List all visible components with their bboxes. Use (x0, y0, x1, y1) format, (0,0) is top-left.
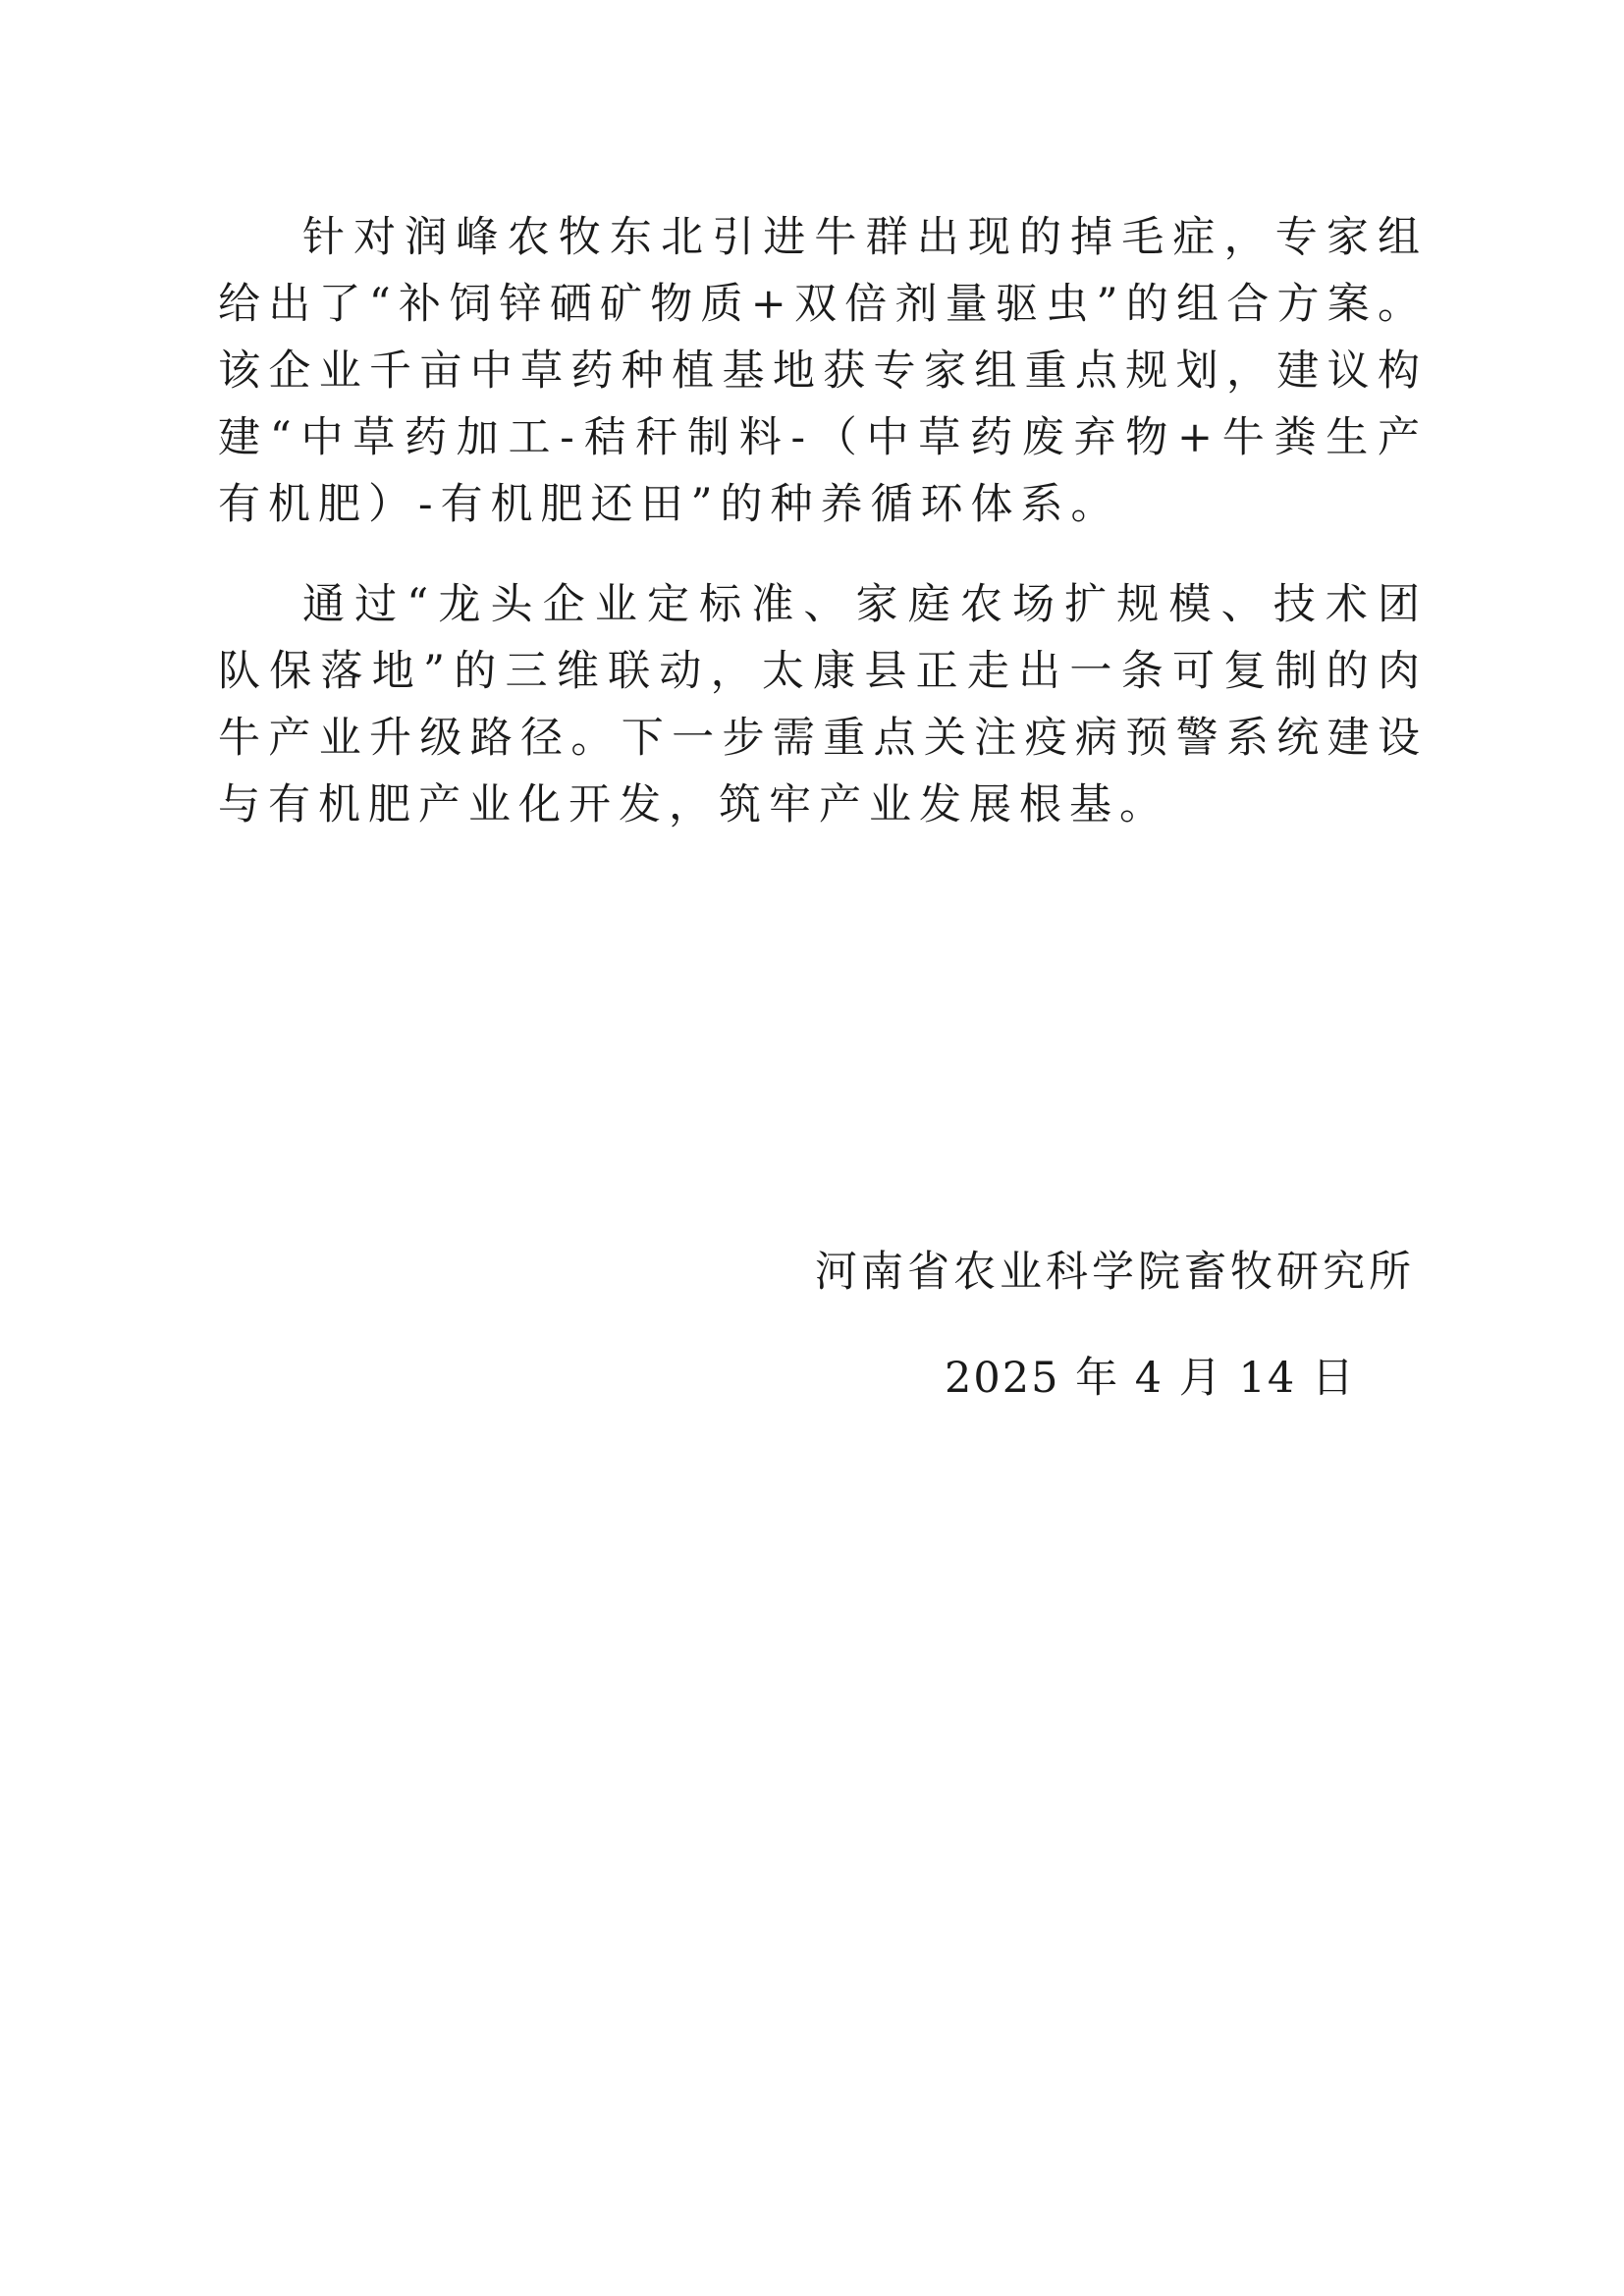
paragraph-1: 针对润峰农牧东北引进牛群出现的掉毛症，专家组给出了“补饲锌硒矿物质+双倍剂量驱虫”的组合方案。该企业千亩中草药种植基地获专家组重点规划，建议构建“中草药加工-秸秆制料-（中草药废弃物+牛粪生产有机肥）-有机肥还田”的种养循环体系。 (218, 213, 1428, 529)
signature-organization: 河南省农业科学院畜牧研究所 (815, 1248, 1415, 1297)
signature-date: 2025 年 4 月 14 日 (945, 1354, 1356, 1403)
paragraph-2: 通过“龙头企业定标准、家庭农场扩规模、技术团队保落地”的三维联动，太康县正走出一条可复制的肉牛产业升级路径。下一步需重点关注疫病预警系统建设与有机肥产业化开发，筑牢产业发展根基。 (218, 580, 1428, 829)
document-body (218, 204, 1428, 872)
